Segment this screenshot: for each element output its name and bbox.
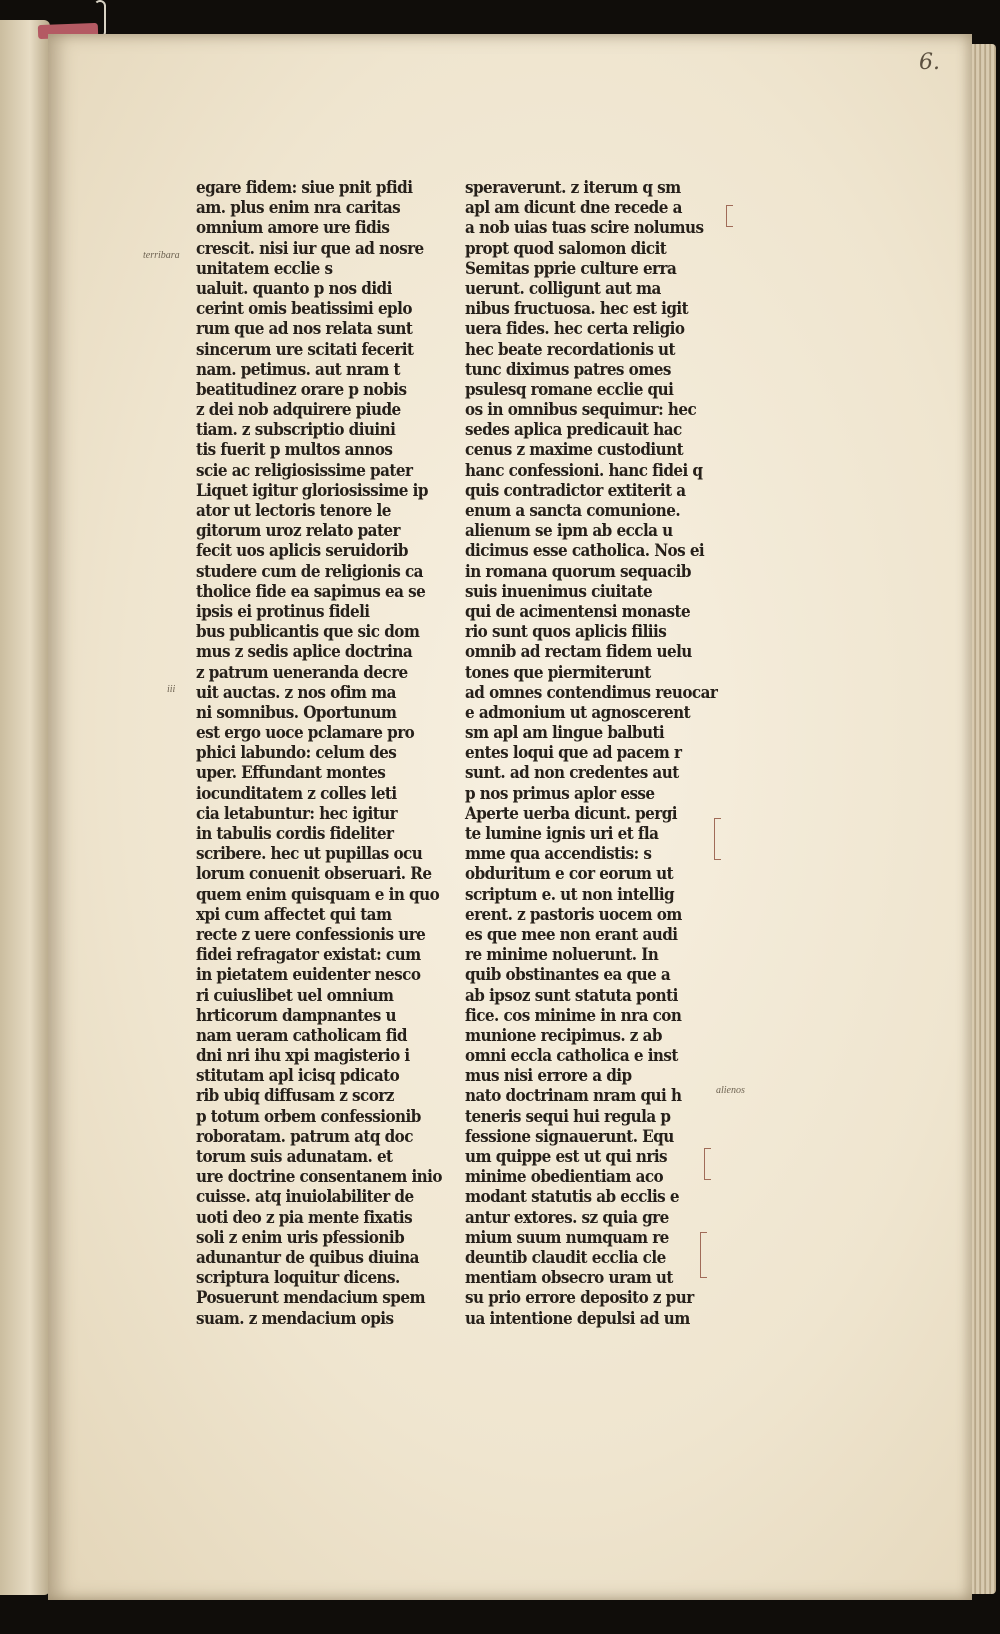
text-line: um quippe est ut qui nris [465,1147,668,1166]
text-line: cerint omis beatissimi eplo [196,299,412,319]
text-line: omnib ad rectam fidem uelu [465,642,692,662]
text-line: nibus fructuosa. hec est igit [465,299,689,319]
text-line: mme qua accendistis: s [465,844,652,864]
text-line: quis contradictor extiterit a [465,480,686,500]
text-line: gitorum uroz relato pater [196,521,400,541]
text-line: in tabulis cordis fideliter [196,824,394,843]
text-line: egare fidem: siue pnit pfidi [196,178,413,197]
text-line: dni nri ihu xpi magisterio i [196,1046,410,1066]
text-line: hec beate recordationis ut [465,339,676,359]
margin-note-left-2: iii [167,684,176,695]
text-line: stitutam apl icisq pdicato [196,1066,400,1086]
text-line: fice. cos minime in nra con [465,1005,682,1025]
text-line: xpi cum affectet qui tam [196,904,392,924]
text-line: est ergo uoce pclamare pro [196,723,415,743]
text-line: adunantur de quibus diuina [196,1247,419,1267]
text-line: rib ubiq diffusam z scorz [196,1086,394,1106]
text-line: roboratam. patrum atq doc [196,1126,413,1146]
text-line: uit auctas. z nos ofim ma [196,682,396,702]
text-line: nam ueram catholicam fid [196,1025,407,1045]
margin-bracket [714,818,721,860]
text-line: scriptum e. ut non intellig [465,884,675,904]
text-line: rio sunt quos aplicis filiis [465,622,667,642]
text-line: in pietatem euidenter nesco [196,965,421,985]
text-line: psulesq romane ecclie qui [465,379,674,399]
text-line: uerunt. colligunt aut ma [465,278,661,298]
margin-note-left-1: terribara [143,250,180,261]
text-line: sm apl am lingue balbuti [465,723,665,743]
text-line: mus z sedis aplice doctrina [196,642,413,662]
text-line: ipsis ei protinus fideli [196,601,370,621]
text-line: minime obedientiam aco [465,1167,664,1187]
text-line: speraverunt. z iterum q sm [465,178,681,197]
text-line: ab ipsoz sunt statuta ponti [465,985,678,1005]
text-line: fidei refragator existat: cum [196,945,421,965]
text-line: uera fides. hec certa religio [465,319,685,339]
text-line: unitatem ecclie s [196,258,333,278]
text-line: fessione signauerunt. Equ [465,1126,674,1146]
text-line: quib obstinantes ea que a [465,965,671,985]
text-line: ure doctrine consentanem inio [196,1167,442,1187]
text-line: antur extores. sz quia gre [465,1207,669,1227]
text-line: apl am dicunt dne recede a [465,198,682,218]
text-line: scie ac religiosissime pater [196,460,413,480]
text-line: os in omnibus sequimur: hec [465,400,697,420]
text-line: modant statutis ab ecclis e [465,1187,680,1207]
text-line: te lumine ignis uri et fla [465,824,659,843]
text-line: teneris sequi hui regula p [465,1106,671,1126]
text-line: mentiam obsecro uram ut [465,1268,673,1288]
text-column-a [196,178,444,1329]
text-line: cia letabuntur: hec igitur [196,803,398,823]
text-line: suis inuenimus ciuitate [465,581,653,601]
text-line: qui de acimentensi monaste [465,601,691,621]
text-line: cuisse. atq inuiolabiliter de [196,1187,414,1207]
text-line: p nos primus aplor esse [465,783,655,803]
text-line: ua intentione depulsi ad um [465,1308,690,1328]
text-line: sincerum ure scitati fecerit [196,339,414,359]
text-line: iocunditatem z colles leti [196,783,397,803]
text-line: omnium amore ure fidis [196,218,390,238]
text-line: sunt. ad non credentes aut [465,763,679,783]
text-line: recte z uere confessionis ure [196,924,426,944]
text-line: sedes aplica predicauit hac [465,420,682,440]
margin-bracket [726,205,733,227]
text-line: nato doctrinam nram qui h [465,1086,682,1106]
text-line: nam. petimus. aut nram t [196,359,400,379]
text-line: am. plus enim nra caritas [196,198,401,218]
text-line: dicimus esse catholica. Nos ei [465,541,705,561]
text-line: cenus z maxime custodiunt [465,440,684,460]
text-line: mium suum numquam re [465,1227,669,1247]
text-line: propt quod salomon dicit [465,238,667,258]
text-line: Semitas pprie culture erra [465,258,677,278]
text-line: tiam. z subscriptio diuini [196,420,396,440]
text-line: beatitudinez orare p nobis [196,379,407,399]
text-line: enum a sancta comunione. [465,501,681,520]
text-line: hanc confessioni. hanc fidei q [465,460,703,480]
text-line: tholice fide ea sapimus ea se [196,581,426,601]
text-line: mus nisi errore a dip [465,1066,632,1086]
text-line: es que mee non erant audi [465,924,678,944]
text-line: crescit. nisi iur que ad nosre [196,238,424,258]
text-line: ad omnes contendimus reuocar [465,682,718,702]
text-line: in romana quorum sequacib [465,561,691,581]
text-line: deuntib claudit ecclia cle [465,1247,666,1267]
text-line: ualuit. quanto p nos didi [196,278,392,298]
text-line: suam. z mendacium opis [196,1308,394,1328]
text-line: a nob uias tuas scire nolumus [465,218,704,238]
text-line: scribere. hec ut pupillas ocu [196,844,423,864]
text-line: Posuerunt mendacium spem [196,1288,425,1308]
text-line: ni somnibus. Oportunum [196,702,397,722]
text-line: hrticorum dampnantes u [196,1005,396,1025]
text-line: uper. Effundant montes [196,763,386,783]
text-line: munione recipimus. z ab [465,1025,662,1045]
text-line: obduritum e cor eorum ut [465,864,674,884]
text-column-b [465,178,718,1329]
text-line: torum suis adunatam. et [196,1147,393,1166]
text-line: bus publicantis que sic dom [196,622,420,642]
text-line: p totum orbem confessionib [196,1106,421,1126]
text-line: tunc diximus patres omes [465,359,671,379]
text-line: omni eccla catholica e inst [465,1046,678,1066]
page-edges [972,44,996,1594]
text-line: rum que ad nos relata sunt [196,319,413,339]
text-line: su prio errore deposito z pur [465,1288,694,1308]
text-line: tones que piermiterunt [465,662,651,682]
text-line: phici labundo: celum des [196,743,397,763]
text-line: lorum conuenit obseruari. Re [196,864,432,884]
text-line: soli z enim uris pfessionib [196,1227,405,1247]
text-line: alienum se ipm ab eccla u [465,521,673,541]
text-line: ator ut lectoris tenore le [196,501,391,520]
text-line: uoti deo z pia mente fixatis [196,1207,413,1227]
text-line: z dei nob adquirere piude [196,400,401,420]
margin-note-right-1: alienos [716,1085,745,1096]
facing-page-edge [0,20,50,1595]
text-line: ri cuiuslibet uel omnium [196,985,394,1005]
text-line: fecit uos aplicis seruidorib [196,541,408,561]
text-line: tis fuerit p multos annos [196,440,393,460]
text-line: erent. z pastoris uocem om [465,904,682,924]
text-line: z patrum ueneranda decre [196,662,408,682]
text-line: e admonium ut agnoscerent [465,702,691,722]
text-line: quem enim quisquam e in quo [196,884,440,904]
text-line: Liquet igitur gloriosissime ip [196,480,428,500]
text-line: scriptura loquitur dicens. [196,1268,400,1288]
text-line: re minime noluerunt. In [465,945,659,965]
text-line: studere cum de religionis ca [196,561,423,581]
folio-number: 6. [919,50,940,75]
text-line: Aperte uerba dicunt. pergi [465,803,678,823]
text-line: entes loqui que ad pacem r [465,743,682,763]
